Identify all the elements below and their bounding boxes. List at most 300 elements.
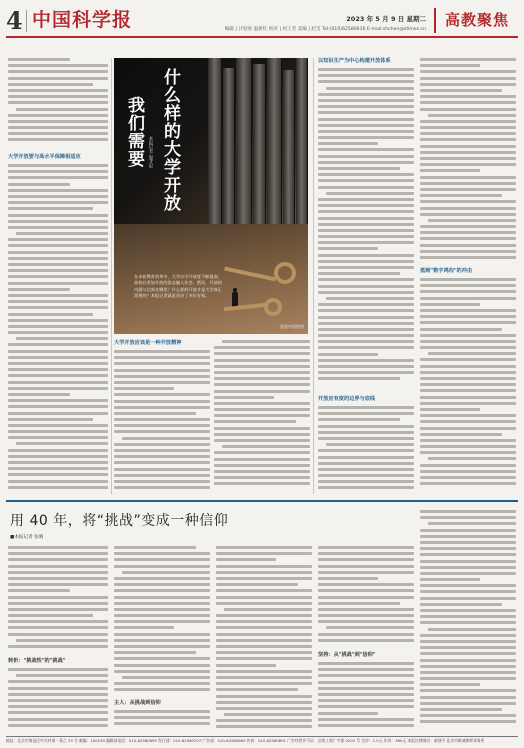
body-text-line — [420, 665, 516, 668]
body-text-line — [216, 657, 312, 660]
body-text-line — [318, 681, 414, 684]
body-text-line — [216, 596, 312, 599]
body-text-line — [8, 176, 108, 179]
body-text-line — [114, 664, 210, 667]
body-text-line — [318, 589, 414, 592]
story-byline: ■本报记者 张晴 — [10, 535, 44, 540]
body-text-line — [420, 420, 516, 423]
body-text-line — [420, 439, 516, 442]
body-text-line — [420, 207, 516, 210]
body-text-line — [8, 668, 108, 671]
body-text-line — [420, 433, 502, 436]
body-text-line — [8, 626, 108, 629]
body-text-line — [420, 145, 516, 148]
story-column-4-upper — [318, 546, 414, 648]
body-text-line — [420, 640, 516, 643]
body-text-line — [318, 272, 400, 275]
body-text-line — [214, 365, 310, 368]
body-text-line — [318, 674, 414, 677]
body-text-line — [8, 138, 108, 141]
body-text-line — [318, 712, 378, 715]
body-text-line — [114, 565, 210, 568]
body-text-line — [8, 374, 108, 377]
body-text-line — [214, 427, 310, 430]
body-text-line — [318, 620, 414, 623]
body-text-line — [318, 486, 414, 489]
body-text-line — [16, 337, 108, 340]
masthead-rule — [6, 36, 518, 38]
body-text-line — [8, 399, 108, 402]
body-text-line — [420, 126, 516, 129]
body-text-line — [8, 251, 108, 254]
body-text-line — [8, 486, 108, 489]
body-text-line — [114, 577, 210, 580]
body-text-line — [420, 83, 516, 86]
story-column-4-lower — [318, 662, 414, 732]
body-text-line — [114, 682, 210, 685]
body-text-line — [318, 552, 414, 555]
body-text-line — [318, 608, 414, 611]
body-text-line — [8, 571, 108, 574]
body-text-line — [216, 552, 312, 555]
body-text-line — [420, 64, 480, 67]
body-text-line — [8, 565, 108, 568]
photo-credit: 视觉中国供图 — [280, 324, 304, 329]
body-text-line — [216, 651, 312, 654]
body-text-line — [420, 572, 516, 575]
body-text-line — [8, 546, 108, 549]
body-text-line — [420, 70, 516, 73]
body-text-line — [216, 614, 312, 617]
body-text-line — [318, 571, 414, 574]
body-text-line — [420, 194, 502, 197]
body-text-line — [214, 359, 310, 362]
body-text-line — [326, 87, 414, 90]
body-text-line — [318, 186, 414, 189]
body-text-line — [122, 676, 210, 679]
body-text-line — [420, 321, 516, 324]
body-text-line — [8, 705, 108, 708]
body-text-line — [420, 303, 480, 306]
body-text-line — [8, 132, 108, 135]
left-column-body — [8, 164, 108, 494]
body-text-line — [114, 710, 210, 713]
body-text-line — [420, 256, 516, 259]
body-text-line — [420, 482, 516, 485]
body-text-line — [8, 552, 108, 555]
body-text-line — [114, 412, 196, 415]
body-text-line — [420, 176, 516, 179]
body-text-line — [318, 136, 414, 139]
body-text-line — [420, 290, 516, 293]
body-text-line — [420, 383, 516, 386]
body-text-line — [216, 633, 312, 636]
body-text-line — [318, 93, 414, 96]
body-text-line — [318, 179, 414, 182]
page-number: 4 — [6, 6, 23, 35]
body-text-line — [420, 169, 480, 172]
body-text-line — [318, 316, 414, 319]
body-text-line — [114, 620, 210, 623]
body-text-line — [420, 188, 516, 191]
body-text-line — [114, 400, 210, 403]
body-text-line — [16, 639, 108, 642]
body-text-line — [318, 309, 414, 312]
body-text-line — [8, 589, 70, 592]
middle-column-left — [114, 350, 210, 494]
body-text-line — [8, 577, 108, 580]
body-text-line — [114, 722, 210, 725]
body-text-line — [8, 294, 108, 297]
body-text-line — [420, 377, 516, 380]
body-text-line — [318, 260, 414, 263]
body-text-line — [420, 553, 516, 556]
body-text-line — [216, 577, 312, 580]
body-text-line — [8, 83, 93, 86]
body-text-line — [420, 427, 516, 430]
body-text-line — [8, 313, 93, 316]
body-text-line — [8, 214, 108, 217]
body-text-line — [114, 589, 210, 592]
body-text-line — [8, 325, 108, 328]
body-text-line — [8, 473, 108, 476]
body-text-line — [8, 430, 108, 433]
body-text-line — [420, 566, 516, 569]
body-text-line — [420, 652, 516, 655]
body-text-line — [420, 590, 516, 593]
body-text-line — [8, 633, 108, 636]
body-text-line — [420, 340, 516, 343]
body-text-line — [8, 288, 70, 291]
body-text-line — [318, 406, 414, 409]
body-text-line — [214, 352, 310, 355]
body-text-line — [8, 226, 108, 229]
body-text-line — [420, 89, 502, 92]
body-text-line — [318, 437, 414, 440]
body-text-line — [16, 108, 108, 111]
body-text-line — [8, 319, 108, 322]
body-text-line — [318, 662, 414, 665]
body-text-line — [214, 377, 310, 380]
body-text-line — [8, 645, 108, 648]
body-text-line — [420, 132, 516, 135]
body-text-line — [8, 436, 108, 439]
body-text-line — [114, 626, 174, 629]
body-text-line — [114, 645, 210, 648]
body-text-line — [16, 232, 108, 235]
body-text-line — [114, 356, 210, 359]
right-column-subhead-1: 以知识生产为中心构建开放体系 — [318, 58, 391, 64]
body-text-line — [420, 584, 516, 587]
body-text-line — [318, 431, 414, 434]
body-text-line — [420, 476, 516, 479]
body-text-line — [8, 331, 108, 334]
body-text-line — [8, 393, 70, 396]
body-text-line — [318, 724, 414, 727]
body-text-line — [318, 142, 378, 145]
body-text-line — [420, 683, 480, 686]
body-text-line — [326, 626, 414, 629]
body-text-line — [214, 433, 310, 436]
body-text-line — [318, 365, 414, 368]
body-text-line — [8, 558, 108, 561]
body-text-line — [420, 634, 516, 637]
body-text-line — [8, 699, 108, 702]
body-text-line — [420, 464, 516, 467]
body-text-line — [8, 614, 93, 617]
body-text-line — [420, 720, 516, 723]
body-text-line — [8, 120, 108, 123]
body-text-line — [318, 118, 414, 121]
body-text-line — [318, 167, 400, 170]
body-text-line — [8, 77, 108, 80]
body-text-line — [8, 263, 108, 266]
body-text-line — [318, 111, 414, 114]
body-text-line — [114, 552, 210, 555]
body-text-line — [8, 201, 108, 204]
body-text-line — [214, 476, 310, 479]
body-text-line — [420, 603, 502, 606]
body-text-line — [420, 451, 516, 454]
body-text-line — [114, 362, 210, 365]
body-text-line — [8, 350, 108, 353]
body-text-line — [122, 571, 210, 574]
body-text-line — [8, 356, 108, 359]
body-text-line — [8, 362, 108, 365]
body-text-line — [114, 633, 210, 636]
body-text-line — [318, 480, 414, 483]
body-text-line — [318, 328, 414, 331]
body-text-line — [224, 608, 312, 611]
body-text-line — [420, 346, 516, 349]
body-text-line — [420, 621, 516, 624]
body-text-line — [114, 716, 210, 719]
story-column-1-lower — [8, 668, 108, 732]
body-text-line — [326, 443, 414, 446]
body-text-line — [114, 375, 210, 378]
body-text-line — [8, 405, 108, 408]
body-text-line — [8, 189, 108, 192]
body-text-line — [420, 659, 516, 662]
body-text-line — [420, 402, 516, 405]
body-text-line — [420, 157, 516, 160]
body-text-line — [420, 120, 516, 123]
body-text-line — [216, 626, 312, 629]
body-text-line — [8, 608, 108, 611]
body-text-line — [16, 442, 108, 445]
body-text-line — [420, 151, 516, 154]
body-text-line — [8, 220, 108, 223]
story-subhead-1: 转折："挑战性"的"挑战" — [8, 658, 66, 664]
body-text-line — [420, 225, 516, 228]
body-text-line — [114, 387, 174, 390]
body-text-line — [318, 223, 414, 226]
body-text-line — [420, 714, 516, 717]
body-text-line — [216, 645, 312, 648]
newspaper-logo: 中国科学报 — [32, 9, 133, 31]
body-text-line — [114, 651, 196, 654]
story-column-2-lower — [114, 710, 210, 732]
body-text-line — [8, 170, 108, 173]
body-text-line — [216, 688, 298, 691]
body-text-line — [318, 456, 414, 459]
body-text-line — [420, 101, 516, 104]
body-text-line — [114, 486, 210, 489]
body-text-line — [8, 467, 108, 470]
body-text-line — [8, 461, 108, 464]
body-text-line — [318, 687, 414, 690]
body-text-line — [214, 346, 310, 349]
body-text-line — [114, 474, 210, 477]
body-text-line — [420, 510, 516, 513]
body-text-line — [114, 369, 210, 372]
body-text-line — [318, 322, 414, 325]
body-text-line — [318, 124, 414, 127]
body-text-line — [318, 105, 414, 108]
body-text-line — [318, 359, 414, 362]
body-text-line — [420, 541, 516, 544]
body-text-line — [216, 602, 312, 605]
body-text-line — [318, 130, 414, 133]
body-text-line — [420, 297, 516, 300]
body-text-line — [114, 350, 210, 353]
body-text-line — [216, 571, 312, 574]
body-text-line — [114, 583, 210, 586]
body-text-line — [420, 696, 516, 699]
body-text-line — [8, 718, 108, 721]
story-subhead-2: 主人：从挑战到信仰 — [114, 700, 161, 706]
body-text-line — [420, 334, 516, 337]
body-text-line — [318, 247, 378, 250]
body-text-line — [8, 680, 108, 683]
body-text-line — [318, 577, 378, 580]
body-text-line — [216, 583, 298, 586]
body-text-line — [318, 705, 414, 708]
body-text-line — [114, 602, 210, 605]
body-text-line — [420, 250, 516, 253]
body-text-line — [214, 408, 310, 411]
body-text-line — [420, 213, 516, 216]
body-text-line — [8, 95, 108, 98]
body-text-line — [420, 138, 516, 141]
body-text-line — [114, 639, 210, 642]
body-text-line — [216, 682, 312, 685]
body-text-line — [114, 558, 210, 561]
body-text-line — [318, 699, 414, 702]
right-column-b-lower — [420, 278, 516, 494]
body-text-line — [420, 414, 516, 417]
body-text-line — [16, 674, 108, 677]
body-text-line — [114, 688, 210, 691]
body-text-line — [114, 418, 210, 421]
body-text-line — [8, 368, 108, 371]
body-text-line — [8, 126, 108, 129]
body-text-line — [318, 235, 414, 238]
body-text-line — [420, 328, 502, 331]
body-text-line — [420, 516, 516, 519]
body-text-line — [420, 396, 516, 399]
story-top-rule — [6, 500, 518, 502]
body-text-line — [420, 615, 516, 618]
issue-date: 2023 年 5 月 9 日 星期二 — [346, 15, 426, 23]
body-text-line — [216, 565, 312, 568]
body-text-line — [8, 257, 108, 260]
body-text-line — [8, 711, 108, 714]
body-text-line — [114, 596, 210, 599]
body-text-line — [216, 639, 312, 642]
body-text-line — [8, 724, 108, 727]
body-text-line — [8, 282, 108, 285]
section-title: 高教聚焦 — [434, 8, 518, 33]
body-text-line — [318, 254, 414, 257]
body-text-line — [8, 381, 108, 384]
body-text-line — [114, 393, 210, 396]
body-text-line — [8, 70, 108, 73]
body-text-line — [114, 424, 210, 427]
feature-byline: 本报记者 温才妃 — [148, 136, 153, 169]
body-text-line — [428, 628, 516, 631]
body-text-line — [318, 285, 414, 288]
body-text-line — [214, 414, 310, 417]
body-text-line — [420, 677, 516, 680]
body-text-line — [428, 114, 516, 117]
body-text-line — [214, 383, 310, 386]
body-text-line — [216, 676, 312, 679]
body-text-line — [420, 689, 516, 692]
body-text-line — [318, 148, 414, 151]
body-text-line — [428, 219, 516, 222]
mid-column-subhead: 大学开放应该是一种开放精神 — [114, 340, 182, 346]
body-text-line — [114, 480, 210, 483]
body-text-line — [420, 708, 502, 711]
body-text-line — [8, 343, 108, 346]
right-column-a-upper — [318, 68, 414, 386]
body-text-line — [114, 608, 210, 611]
body-text-line — [420, 244, 516, 247]
body-text-line — [214, 371, 310, 374]
body-text-line — [8, 412, 108, 415]
body-text-line — [216, 620, 312, 623]
masthead — [6, 6, 518, 36]
body-text-line — [318, 718, 414, 721]
body-text-line — [8, 207, 93, 210]
body-text-line — [214, 464, 310, 467]
body-text-line — [8, 183, 70, 186]
body-text-line — [428, 457, 516, 460]
body-text-line — [318, 229, 414, 232]
body-text-line — [318, 583, 414, 586]
body-text-line — [420, 609, 516, 612]
story-subhead-3: 坚持：从"挑战"到"信仰" — [318, 652, 376, 658]
body-text-line — [318, 412, 414, 415]
body-text-line — [326, 192, 414, 195]
body-text-line — [318, 371, 414, 374]
column-divider — [111, 58, 112, 494]
body-text-line — [8, 101, 108, 104]
body-text-line — [8, 244, 108, 247]
body-text-line — [420, 529, 516, 532]
body-text-line — [318, 633, 414, 636]
story-column-3 — [216, 546, 312, 732]
body-text-line — [318, 639, 414, 642]
body-text-line — [114, 614, 210, 617]
body-text-line — [8, 583, 108, 586]
body-text-line — [420, 231, 516, 234]
body-text-line — [420, 646, 516, 649]
body-text-line — [318, 602, 400, 605]
body-text-line — [420, 535, 516, 538]
body-text-line — [420, 108, 516, 111]
